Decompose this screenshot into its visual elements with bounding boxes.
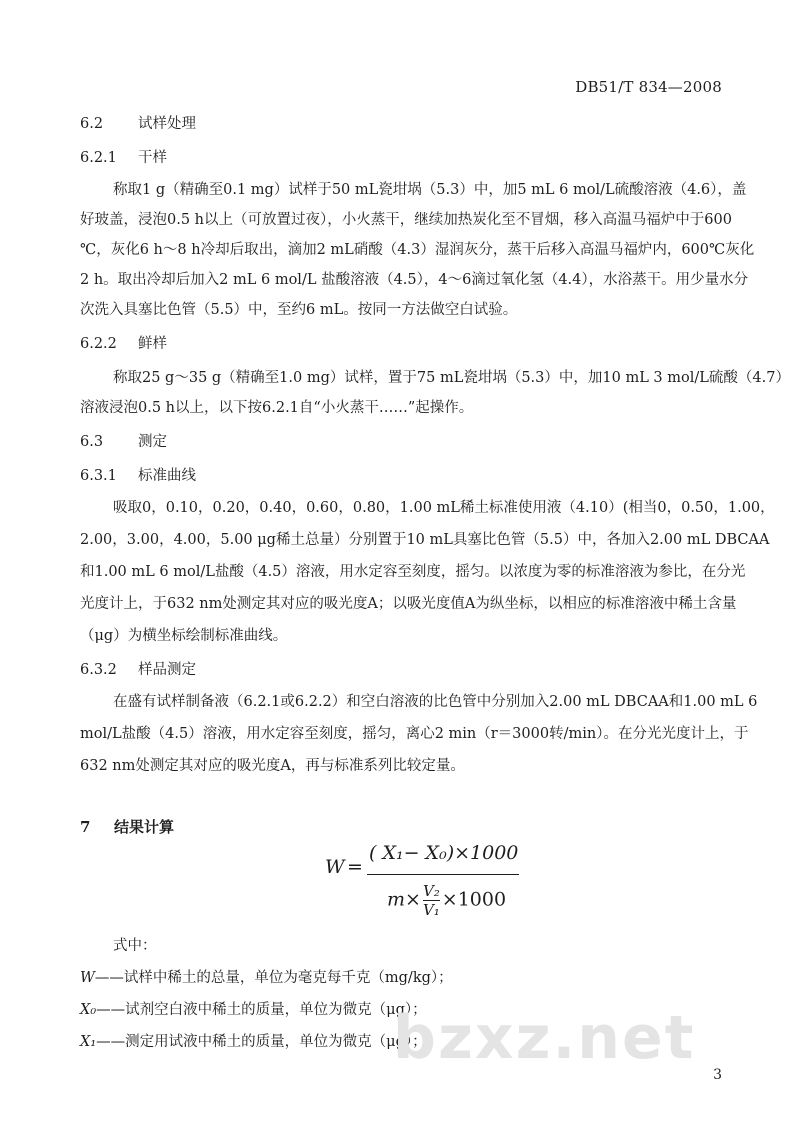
paragraph-line: 632 nm处测定其对应的吸光度A，再与标准系列比较定量。 xyxy=(80,758,465,774)
heading-number: 6.3 xyxy=(80,434,104,450)
heading-number: 6.2.1 xyxy=(80,150,117,166)
formula-numerator: ( X₁− X₀)×1000 xyxy=(369,842,519,864)
formula-denominator xyxy=(387,882,506,919)
result-formula xyxy=(325,838,535,928)
paragraph-line: 2 h。取出冷却后加入2 mL 6 mol/L 盐酸溶液（4.5），4～6滴过氧化氢（4.4），水浴蒸干。用少量水分 xyxy=(80,272,749,288)
heading-7 xyxy=(80,816,174,837)
formula-v1: V₁ xyxy=(422,901,440,919)
heading-title: 标准曲线 xyxy=(138,468,196,484)
paragraph-line: 吸取0，0.10，0.20，0.40，0.60，0.80，1.00 mL稀土标准使用液（4.10）(相当0，0.50，1.00， xyxy=(113,500,775,516)
definition-text: ——试剂空白液中稀土的质量，单位为微克（μg）； xyxy=(96,1002,427,1018)
heading-6-3-1 xyxy=(80,464,196,485)
paragraph-line: 在盛有试样制备液（6.2.1或6.2.2）和空白溶液的比色管中分别加入2.00 mL DBCAA和1.00 mL 6 xyxy=(113,694,758,710)
heading-6-3 xyxy=(80,430,167,451)
doc-code: DB51/T 834—2008 xyxy=(575,78,722,96)
heading-number: 6.3.1 xyxy=(80,468,117,484)
heading-number: 6.3.2 xyxy=(80,662,117,678)
paragraph-line: mol/L盐酸（4.5）溶液，用水定容至刻度，摇匀，离心2 min（r＝3000转/min）。在分光光度计上，于 xyxy=(80,726,749,742)
definition-symbol: X₀ xyxy=(80,1002,97,1018)
heading-title: 干样 xyxy=(138,150,167,166)
definition-item xyxy=(80,966,453,987)
formula-inner-fraction xyxy=(423,882,440,919)
paragraph-line: 次洗入具塞比色管（5.5）中，至约6 mL。按同一方法做空白试验。 xyxy=(80,302,518,318)
definition-text: ——测定用试液中稀土的质量，单位为微克（μg）； xyxy=(96,1034,427,1050)
paragraph-line: 光度计上，于632 nm处测定其对应的吸光度A；以吸光度值A为纵坐标，以相应的标准溶液中稀土含量 xyxy=(80,596,737,612)
heading-number: 6.2.2 xyxy=(80,336,117,352)
paragraph-line: 2.00，3.00，4.00，5.00 μg稀土总量）分别置于10 mL具塞比色管（5.5）中，各加入2.00 mL DBCAA xyxy=(80,532,770,548)
heading-title: 鲜样 xyxy=(138,336,167,352)
paragraph-line: 溶液浸泡0.5 h以上，以下按6.2.1自“小火蒸干……”起操作。 xyxy=(80,400,474,416)
page-number: 3 xyxy=(713,1067,722,1083)
heading-title: 测定 xyxy=(138,434,167,450)
heading-title: 样品测定 xyxy=(138,662,196,678)
formula-lhs: W xyxy=(325,856,345,878)
definitions-intro: 式中： xyxy=(113,938,157,954)
paragraph-line: 好玻盖，浸泡0.5 h以上（可放置过夜），小火蒸干，继续加热炭化至不冒烟，移入高温马福炉中于600 xyxy=(80,212,732,228)
formula-den-tail: ×1000 xyxy=(441,888,507,911)
heading-number: 7 xyxy=(80,818,91,836)
heading-6-2-2 xyxy=(80,332,167,353)
paragraph-line: （μg）为横坐标绘制标准曲线。 xyxy=(80,628,288,644)
formula-v2: V₂ xyxy=(422,882,440,900)
formula-fraction-bar xyxy=(367,874,519,875)
site-watermark: bzxz.net xyxy=(393,1003,696,1073)
heading-6-2 xyxy=(80,112,196,133)
paragraph-line: 称取25 g～35 g（精确至1.0 mg）试样，置于75 mL瓷坩埚（5.3）中，加10 mL 3 mol/L硫酸（4.7） xyxy=(113,370,790,386)
definition-text: ——试样中稀土的总量，单位为毫克每千克（mg/kg）； xyxy=(94,970,453,986)
heading-6-2-1 xyxy=(80,146,167,167)
heading-title: 试样处理 xyxy=(138,116,196,132)
heading-number: 6.2 xyxy=(80,116,104,132)
definition-item xyxy=(80,998,427,1019)
paragraph-line: 称取1 g（精确至0.1 mg）试样于50 mL瓷坩埚（5.3）中，加5 mL 6 mol/L硫酸溶液（4.6），盖 xyxy=(113,182,747,198)
definition-symbol: X₁ xyxy=(80,1034,97,1050)
paragraph-line: ℃，灰化6 h～8 h冷却后取出，滴加2 mL硝酸（4.3）湿润灰分，蒸干后移入高温马福炉内，600℃灰化 xyxy=(80,242,755,258)
formula-den-m: m× xyxy=(387,888,421,911)
paragraph-line: 和1.00 mL 6 mol/L盐酸（4.5）溶液，用水定容至刻度，摇匀。以浓度为零的标准溶液为参比，在分光 xyxy=(80,564,746,580)
definition-item xyxy=(80,1030,427,1051)
formula-equals: = xyxy=(347,856,363,878)
heading-6-3-2 xyxy=(80,658,196,679)
heading-title: 结果计算 xyxy=(114,818,175,836)
definition-symbol: W xyxy=(80,970,95,986)
